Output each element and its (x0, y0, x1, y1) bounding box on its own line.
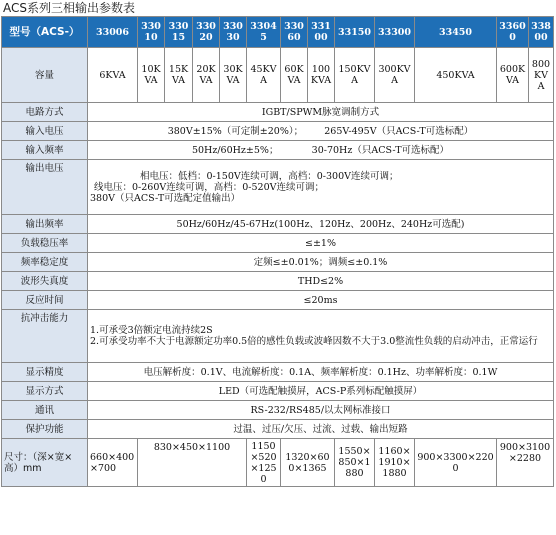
model-cell: 33600 (497, 17, 529, 48)
dimension-cell: 1550×850×1880 (335, 439, 375, 487)
dimension-cell: 1160×1910×1880 (375, 439, 415, 487)
response-time-value: ≤20ms (88, 291, 554, 310)
output-voltage-row (2, 160, 554, 215)
row-label: 反应时间 (2, 291, 88, 310)
model-cell: 33300 (375, 17, 415, 48)
impact-row (2, 310, 554, 363)
row-label: 输出电压 (2, 160, 88, 215)
output-voltage-value (88, 160, 554, 215)
output-frequency-value: 50Hz/60Hz/45-67Hz(100Hz、120Hz、200Hz、240Hz可选配) (88, 215, 554, 234)
input-voltage-value: 380V±15%（可定制±20%）； 265V-495V（只ACS-T可选标配） (88, 122, 554, 141)
circuit-value: IGBT/SPWM脉宽调制方式 (88, 103, 554, 122)
thd-row (2, 272, 554, 291)
impact-value (88, 310, 554, 363)
row-label: 电路方式 (2, 103, 88, 122)
dimensions-row (2, 439, 554, 487)
protection-row (2, 420, 554, 439)
impact-line: 2.可承受功率不大于电源额定功率0.5倍的感性负载或波峰因数不大于3.0整流性负载的启动冲击，正常运行 (90, 336, 538, 347)
dimension-cell: 830×450×1100 (138, 439, 247, 487)
row-label: 输入电压 (2, 122, 88, 141)
capacity-cell: 15KVA (165, 48, 193, 103)
row-label: 波形失真度 (2, 272, 88, 291)
model-cell: 33020 (193, 17, 220, 48)
row-label: 通讯 (2, 401, 88, 420)
capacity-cell: 6KVA (88, 48, 138, 103)
row-label: 负载稳压率 (2, 234, 88, 253)
input-frequency-row (2, 141, 554, 160)
row-label: 输出频率 (2, 215, 88, 234)
dimension-cell: 1150×520×1250 (247, 439, 281, 487)
capacity-cell: 150KVA (335, 48, 375, 103)
capacity-cell: 10KVA (138, 48, 165, 103)
row-label: 频率稳定度 (2, 253, 88, 272)
model-cell: 33060 (281, 17, 308, 48)
capacity-cell: 100KVA (308, 48, 335, 103)
display-mode-row (2, 382, 554, 401)
input-voltage-row (2, 122, 554, 141)
protection-value: 过温、过压/欠压、过流、过载、输出短路 (88, 420, 554, 439)
row-label: 容量 (2, 48, 88, 103)
row-label: 显示精度 (2, 363, 88, 382)
model-cell: 33010 (138, 17, 165, 48)
model-cell: 33045 (247, 17, 281, 48)
dimension-cell: 900×3100×2280 (497, 439, 554, 487)
row-label: 显示方式 (2, 382, 88, 401)
capacity-cell: 600KVA (497, 48, 529, 103)
thd-value: THD≤2% (88, 272, 554, 291)
response-time-row (2, 291, 554, 310)
dimension-cell: 900×3300×2200 (415, 439, 497, 487)
load-regulation-value: ≤±1% (88, 234, 554, 253)
row-label: 抗冲击能力 (2, 310, 88, 363)
input-frequency-value: 50Hz/60Hz±5%； 30-70Hz（只ACS-T可选标配） (88, 141, 554, 160)
model-cell: 33150 (335, 17, 375, 48)
freq-stability-value: 定频≤±0.01%；调频≤±0.1% (88, 253, 554, 272)
model-cell: 33006 (88, 17, 138, 48)
output-voltage-line: 相电压：低档：0-150V连续可调，高档：0-300V连续可调； (140, 170, 399, 182)
display-mode-value: LED（可选配触摸屏，ACS-P系列标配触摸屏） (88, 382, 554, 401)
model-cell: 33100 (308, 17, 335, 48)
dimension-cell: 1320×600×1365 (281, 439, 335, 487)
communication-value: RS-232/RS485/以太网标准接口 (88, 401, 554, 420)
output-frequency-row (2, 215, 554, 234)
capacity-cell: 800KVA (529, 48, 554, 103)
dimension-cell: 660×400×700 (88, 439, 138, 487)
model-cell: 33015 (165, 17, 193, 48)
impact-line: 1.可承受3倍额定电流持续2S (90, 325, 213, 336)
capacity-cell: 450KVA (415, 48, 497, 103)
capacity-cell: 20KVA (193, 48, 220, 103)
display-precision-row (2, 363, 554, 382)
model-cell: 33450 (415, 17, 497, 48)
communication-row (2, 401, 554, 420)
load-regulation-row (2, 234, 554, 253)
model-cell: 33030 (220, 17, 247, 48)
capacity-cell: 60KVA (281, 48, 308, 103)
display-precision-value: 电压解析度：0.1V、电流解析度：0.1A、频率解析度：0.1Hz、功率解析度：0.1W (88, 363, 554, 382)
capacity-row (2, 48, 554, 103)
row-label: 尺寸：（深×宽×高）mm (2, 439, 88, 487)
table-title: ACS系列三相输出参数表 (3, 1, 135, 15)
capacity-cell: 30KVA (220, 48, 247, 103)
capacity-cell: 45KVA (247, 48, 281, 103)
circuit-row (2, 103, 554, 122)
row-label: 保护功能 (2, 420, 88, 439)
output-voltage-line: 380V（只ACS-T可选配定值输出） (90, 192, 241, 204)
row-label: 输入频率 (2, 141, 88, 160)
freq-stability-row (2, 253, 554, 272)
model-cell: 33800 (529, 17, 554, 48)
output-voltage-line: 线电压：0-260V连续可调，高档：0-520V连续可调； (94, 181, 324, 193)
header-row (2, 17, 554, 48)
capacity-cell: 300KVA (375, 48, 415, 103)
model-header-label: 型号（ACS-） (2, 17, 88, 48)
spec-table (1, 16, 554, 487)
